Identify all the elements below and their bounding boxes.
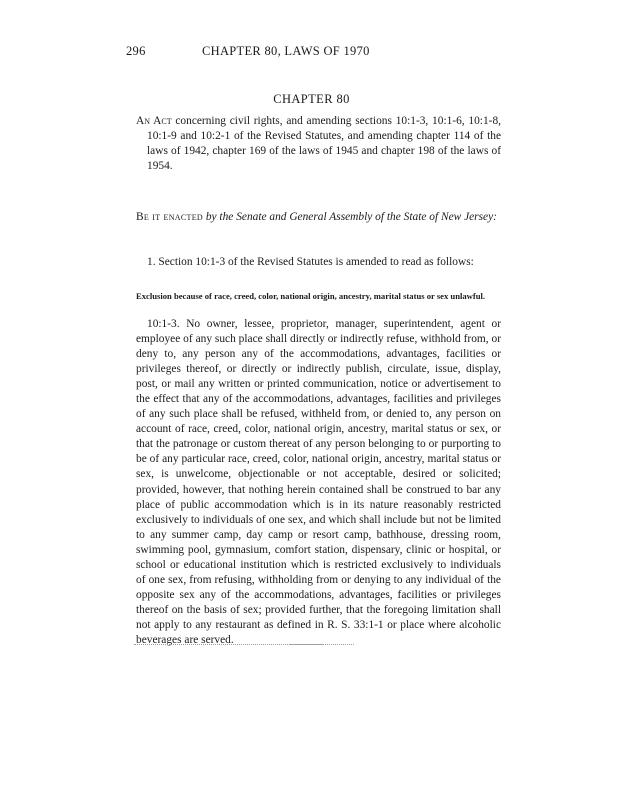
running-head-title: CHAPTER 80, LAWS OF 1970 xyxy=(202,44,370,58)
act-title-lead: An Act xyxy=(136,115,172,127)
running-head xyxy=(126,44,504,60)
chapter-title: CHAPTER 80 xyxy=(273,92,350,106)
section-sidenote: Exclusion because of race, creed, color, national origin, ancestry, marital status or sex unlawful. xyxy=(136,291,486,301)
statute-text: 10:1-3. No owner, lessee, proprietor, manager, superintendent, agent or employee of any such place shall directly or indirectly refuse, withhold from, or deny to, any person any of the accommodations, advantages, facilities or privileges thereof, or directly or indirectly publish, circulate, issue, display, post, or mail any written or printed communication, notice or advertisement to the effect that any of the accommodations, advantages, facilities and privileges of any such place shall be refused, withheld from, or denied to, any person on account of race, creed, color, national origin, ancestry, marital status or sex, or that the patronage or custom thereat of any person belonging to or purporting to be of any particular race, creed, color, national origin, ancestry, marital status or sex, is unwelcome, objectionable or not acceptable, desired or solicited; provided, however, that nothing herein contained shall be construed to bar any place of public accommodation which is in its nature reasonably restricted exclusively to individuals of one sex, and which shall include but not be limited to any summer camp, day camp or resort camp, bathhouse, dressing room, swimming pool, gymnasium, comfort station, dispensary, clinic or hospital, or school or educational institution which is restricted exclusively to individuals of one sex, from refusing, withholding from or denying to any individual of the opposite sex any of the accommodations, advantages, facilities or privileges thereof on the basis of sex; provided further, that the foregoing limitation shall not apply to any restaurant as defined in R. S. 33:1-1 or place where alcoholic beverages are served. xyxy=(136,318,501,646)
enacting-clause-lead: Be it enacted xyxy=(136,211,203,223)
act-title-paragraph xyxy=(136,114,501,174)
enacting-clause xyxy=(136,210,501,225)
act-title-text: concerning civil rights, and amending sections 10:1-3, 10:1-6, 10:1-8, 10:1-9 and 10:2-1 of the Revised Statutes, and amending chapter 114 of the laws of 1942, chapter 169 of the laws of 1945 and chapter 198 of the laws of 1954. xyxy=(147,115,501,173)
page-number: 296 xyxy=(126,44,146,58)
section-intro: 1. Section 10:1-3 of the Revised Statutes is amended to read as follows: xyxy=(147,256,474,268)
page-footer-rule-short xyxy=(290,644,324,645)
enacting-clause-text: by the Senate and General Assembly of the State of New Jersey: xyxy=(205,211,497,223)
